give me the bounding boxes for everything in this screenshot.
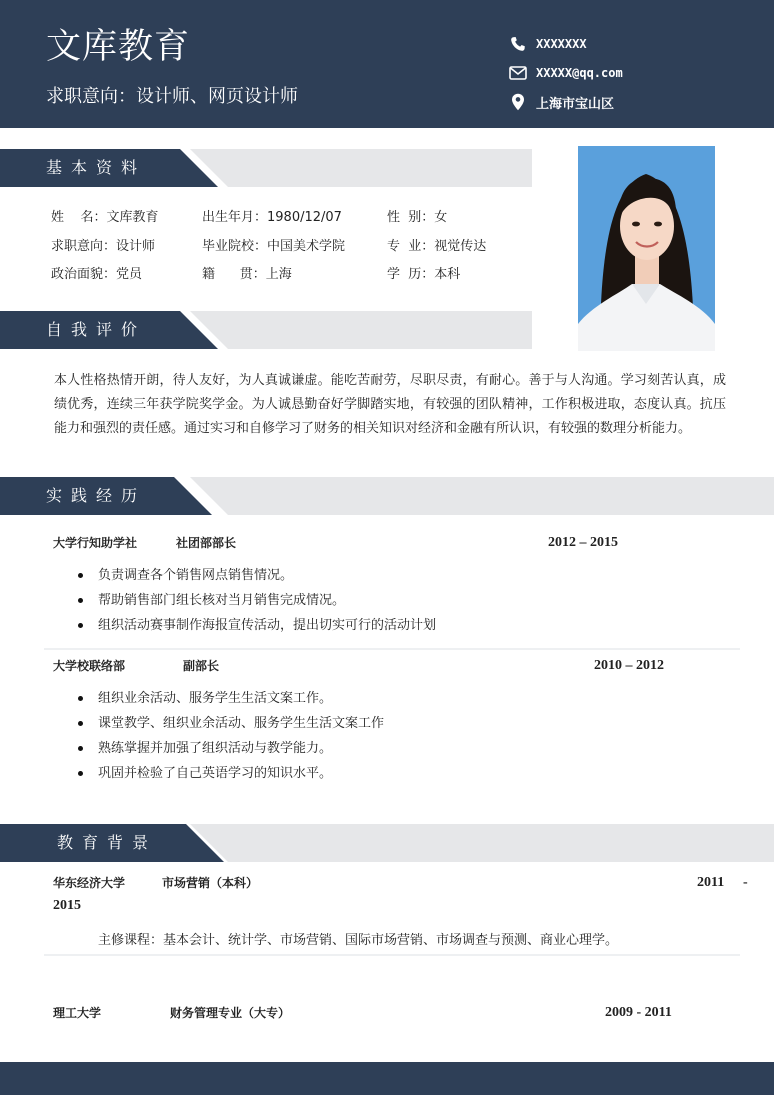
exp-org-1: 大学行知助学社 bbox=[53, 536, 138, 550]
list-item: 课堂教学、组织业余活动、服务学生生活文案工作 bbox=[76, 715, 716, 740]
exp-list-2 bbox=[76, 690, 716, 790]
exp-date-2: 2010 – 2012 bbox=[594, 658, 664, 673]
section-title-basic: 基本资料 bbox=[46, 158, 147, 177]
edu-school-2: 理工大学 bbox=[53, 1006, 102, 1020]
self-evaluation-text: 本人性格热情开朗，待人友好，为人真诚谦虚。能吃苦耐劳，尽职尽责，有耐心。善于与人沟通。学习刻苦认真，成绩优秀，连续三年获学院奖学金。为人诚恳勤奋好学脚踏实地，有较强的团队精神，工作积极进取，态度认真。抗压能力和强烈的责任感。通过实习和自修学习了财务的相关知识对经济和金融有所认识，有较强的数理分析能力。 bbox=[54, 373, 726, 436]
edu-date-2: 2009 - 2011 bbox=[605, 1005, 672, 1020]
list-item: 巩固并检验了自己英语学习的知识水平。 bbox=[76, 765, 716, 790]
edu-courses-1: 主修课程：基本会计、统计学、市场营销、国际市场营销、市场调查与预测、商业心理学。 bbox=[98, 933, 619, 948]
edu-major-2: 财务管理专业（大专） bbox=[170, 1006, 291, 1020]
exp-org-2: 大学校联络部 bbox=[53, 659, 126, 673]
divider bbox=[44, 648, 740, 650]
section-title-self: 自我评价 bbox=[46, 320, 147, 339]
edu-date-start-1: 2011 bbox=[697, 875, 725, 890]
list-item: 熟练掌握并加强了组织活动与教学能力。 bbox=[76, 740, 716, 765]
section-title-practice: 实践经历 bbox=[46, 486, 147, 505]
mail-icon bbox=[508, 63, 528, 83]
edu-date-end-1: 2015 bbox=[53, 898, 81, 913]
info-degree: 学 历：本科 bbox=[387, 267, 461, 282]
edu-major-1: 市场营销（本科） bbox=[162, 876, 259, 890]
info-school: 毕业院校：中国美术学院 bbox=[202, 239, 346, 254]
list-item: 帮助销售部门组长核对当月销售完成情况。 bbox=[76, 592, 716, 617]
job-objective: 求职意向：设计师、网页设计师 bbox=[46, 86, 298, 107]
section-title-education: 教育背景 bbox=[57, 833, 158, 852]
list-item: 组织活动赛事制作海报宣传活动，提出切实可行的活动计划 bbox=[76, 617, 716, 642]
exp-date-1: 2012 – 2015 bbox=[548, 535, 618, 550]
edu-date-dash-1: - bbox=[743, 875, 748, 890]
divider bbox=[44, 954, 740, 956]
info-politics: 政治面貌：党员 bbox=[51, 267, 143, 282]
list-item: 负责调查各个销售网点销售情况。 bbox=[76, 567, 716, 592]
exp-list-1 bbox=[76, 567, 716, 642]
section-header-education bbox=[0, 824, 774, 862]
info-name: 姓 名：文库教育 bbox=[51, 210, 159, 225]
contact-phone bbox=[508, 34, 587, 54]
info-hometown: 籍 贯：上海 bbox=[202, 267, 292, 282]
address-text: 上海市宝山区 bbox=[536, 96, 615, 112]
applicant-name: 文库教育 bbox=[46, 27, 191, 67]
exp-role-2: 副部长 bbox=[183, 659, 220, 673]
info-birth: 出生年月：1980/12/07 bbox=[202, 210, 342, 225]
section-header-practice bbox=[0, 477, 774, 515]
edu-school-1: 华东经济大学 bbox=[53, 876, 126, 890]
exp-role-1: 社团部部长 bbox=[176, 536, 237, 550]
list-item: 组织业余活动、服务学生生活文案工作。 bbox=[76, 690, 716, 715]
email-text: XXXXX@qq.com bbox=[536, 66, 623, 80]
section-header-self bbox=[0, 311, 774, 349]
phone-text: XXXXXXX bbox=[536, 37, 587, 51]
info-gender: 性 别：女 bbox=[387, 210, 448, 225]
phone-icon bbox=[508, 34, 528, 54]
contact-address bbox=[508, 92, 614, 112]
footer-bar bbox=[0, 1062, 774, 1095]
contact-email bbox=[508, 63, 623, 83]
info-objective: 求职意向：设计师 bbox=[51, 239, 156, 254]
info-major: 专 业：视觉传达 bbox=[387, 239, 487, 254]
location-pin-icon bbox=[508, 92, 528, 112]
